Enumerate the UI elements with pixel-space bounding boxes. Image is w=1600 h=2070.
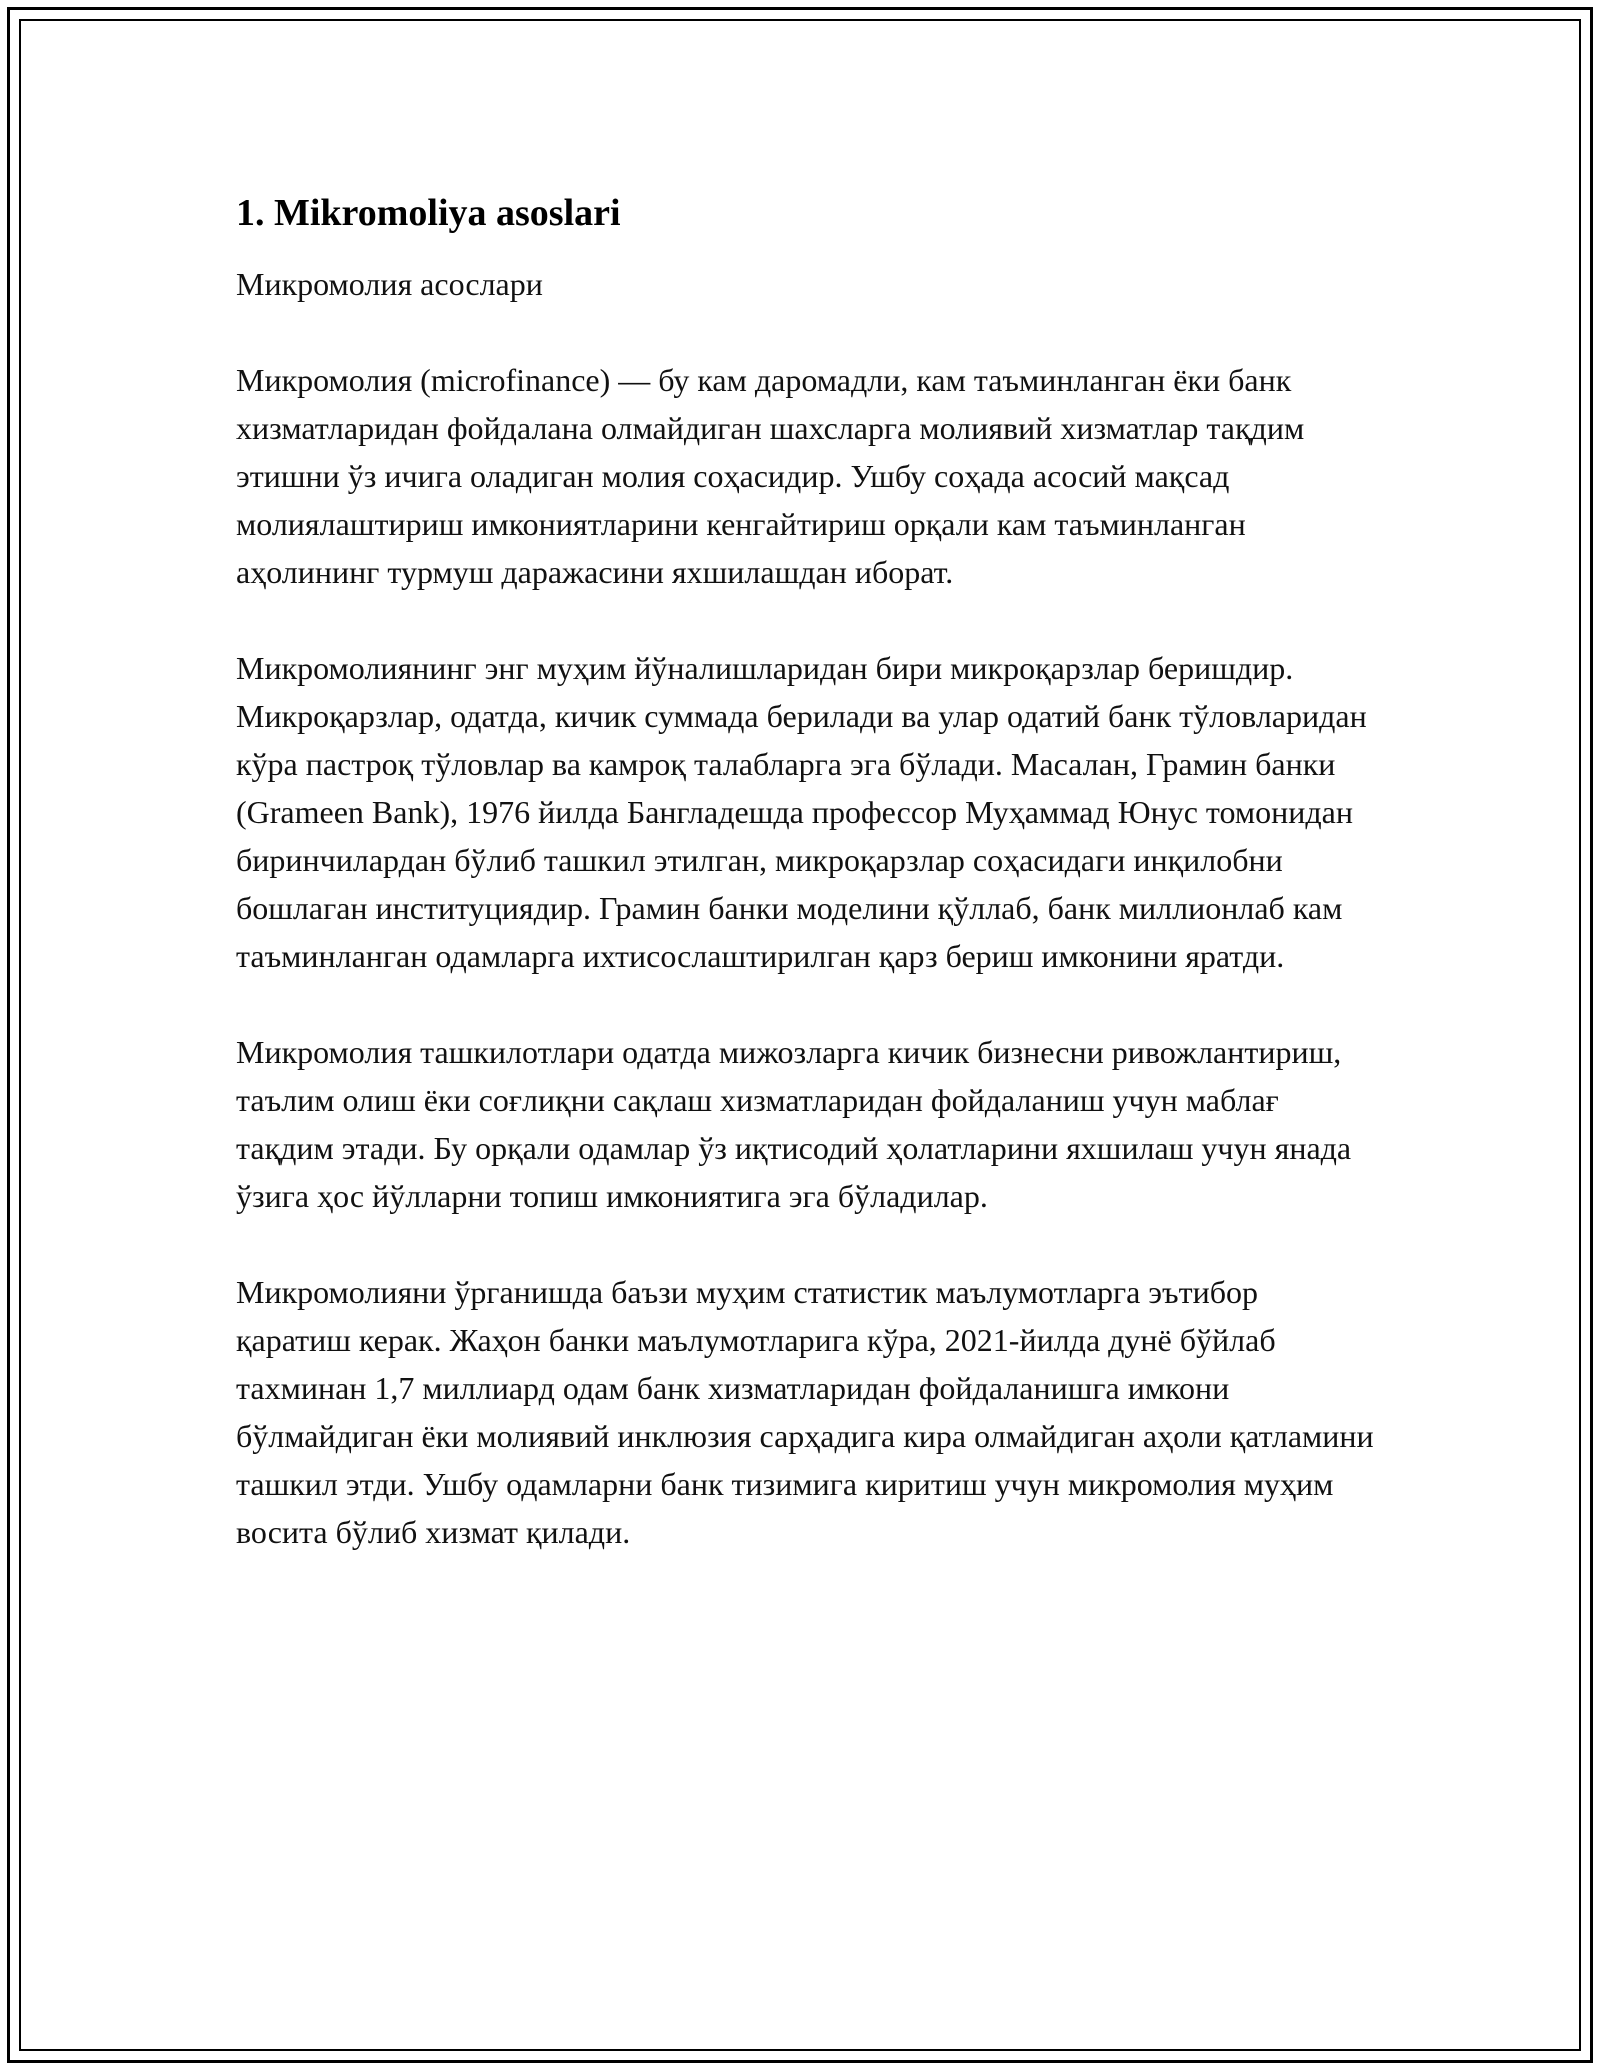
document-body xyxy=(236,188,1376,1604)
paragraph-1: Микромолия (microfinance) — бу кам даромадли, кам таъминланган ёки банк хизматларидан фойдалана олмайдиган шахсларга молиявий хизматлар тақдим этишни ўз ичига оладиган молия соҳасидир. Ушбу соҳада асосий мақсад молиялаштириш имкониятларини кенгайтириш орқали кам таъминланган аҳолининг турмуш даражасини яхшилашдан иборат. xyxy=(236,362,1305,590)
section-heading: 1. Mikromoliya asoslari xyxy=(236,192,621,234)
paragraph-2: Микромолиянинг энг муҳим йўналишларидан бири микроқарзлар беришдир. Микроқарзлар, одатда, кичик суммада берилади ва улар одатий банк тўловларидан кўра пастроқ тўловлар ва камроқ талабларга эга бўлади. Масалан, Грамин банки (Grameen Bank), 1976 йилда Бангладешда профессор Муҳаммад Юнус томонидан биринчилардан бўлиб ташкил этилган, микроқарзлар соҳасидаги инқилобни бошлаган институциядир. Грамин банки моделини қўллаб, банк миллионлаб кам таъминланган одамларга ихтисослаштирилган қарз бериш имконини яратди. xyxy=(236,650,1367,974)
section-subtitle: Микромолия асослари xyxy=(236,266,543,302)
paragraph-4: Микромолияни ўрганишда баъзи муҳим статистик маълумотларга эътибор қаратиш керак. Жаҳон банки маълумотларига кўра, 2021-йилда дунё бўйлаб тахминан 1,7 миллиард одам банк хизматларидан фойдаланишга имкони бўлмайдиган ёки молиявий инклюзия сарҳадига кира олмайдиган аҳоли қатламини ташкил этди. Ушбу одамларни банк тизимига киритиш учун микромолия муҳим восита бўлиб хизмат қилади. xyxy=(236,1274,1374,1550)
paragraph-3: Микромолия ташкилотлари одатда мижозларга кичик бизнесни ривожлантириш, таълим олиш ёки соғлиқни сақлаш хизматларидан фойдаланиш учун маблағ тақдим этади. Бу орқали одамлар ўз иқтисодий ҳолатларини яхшилаш учун янада ўзига ҳос йўлларни топиш имкониятига эга бўладилар. xyxy=(236,1034,1352,1214)
